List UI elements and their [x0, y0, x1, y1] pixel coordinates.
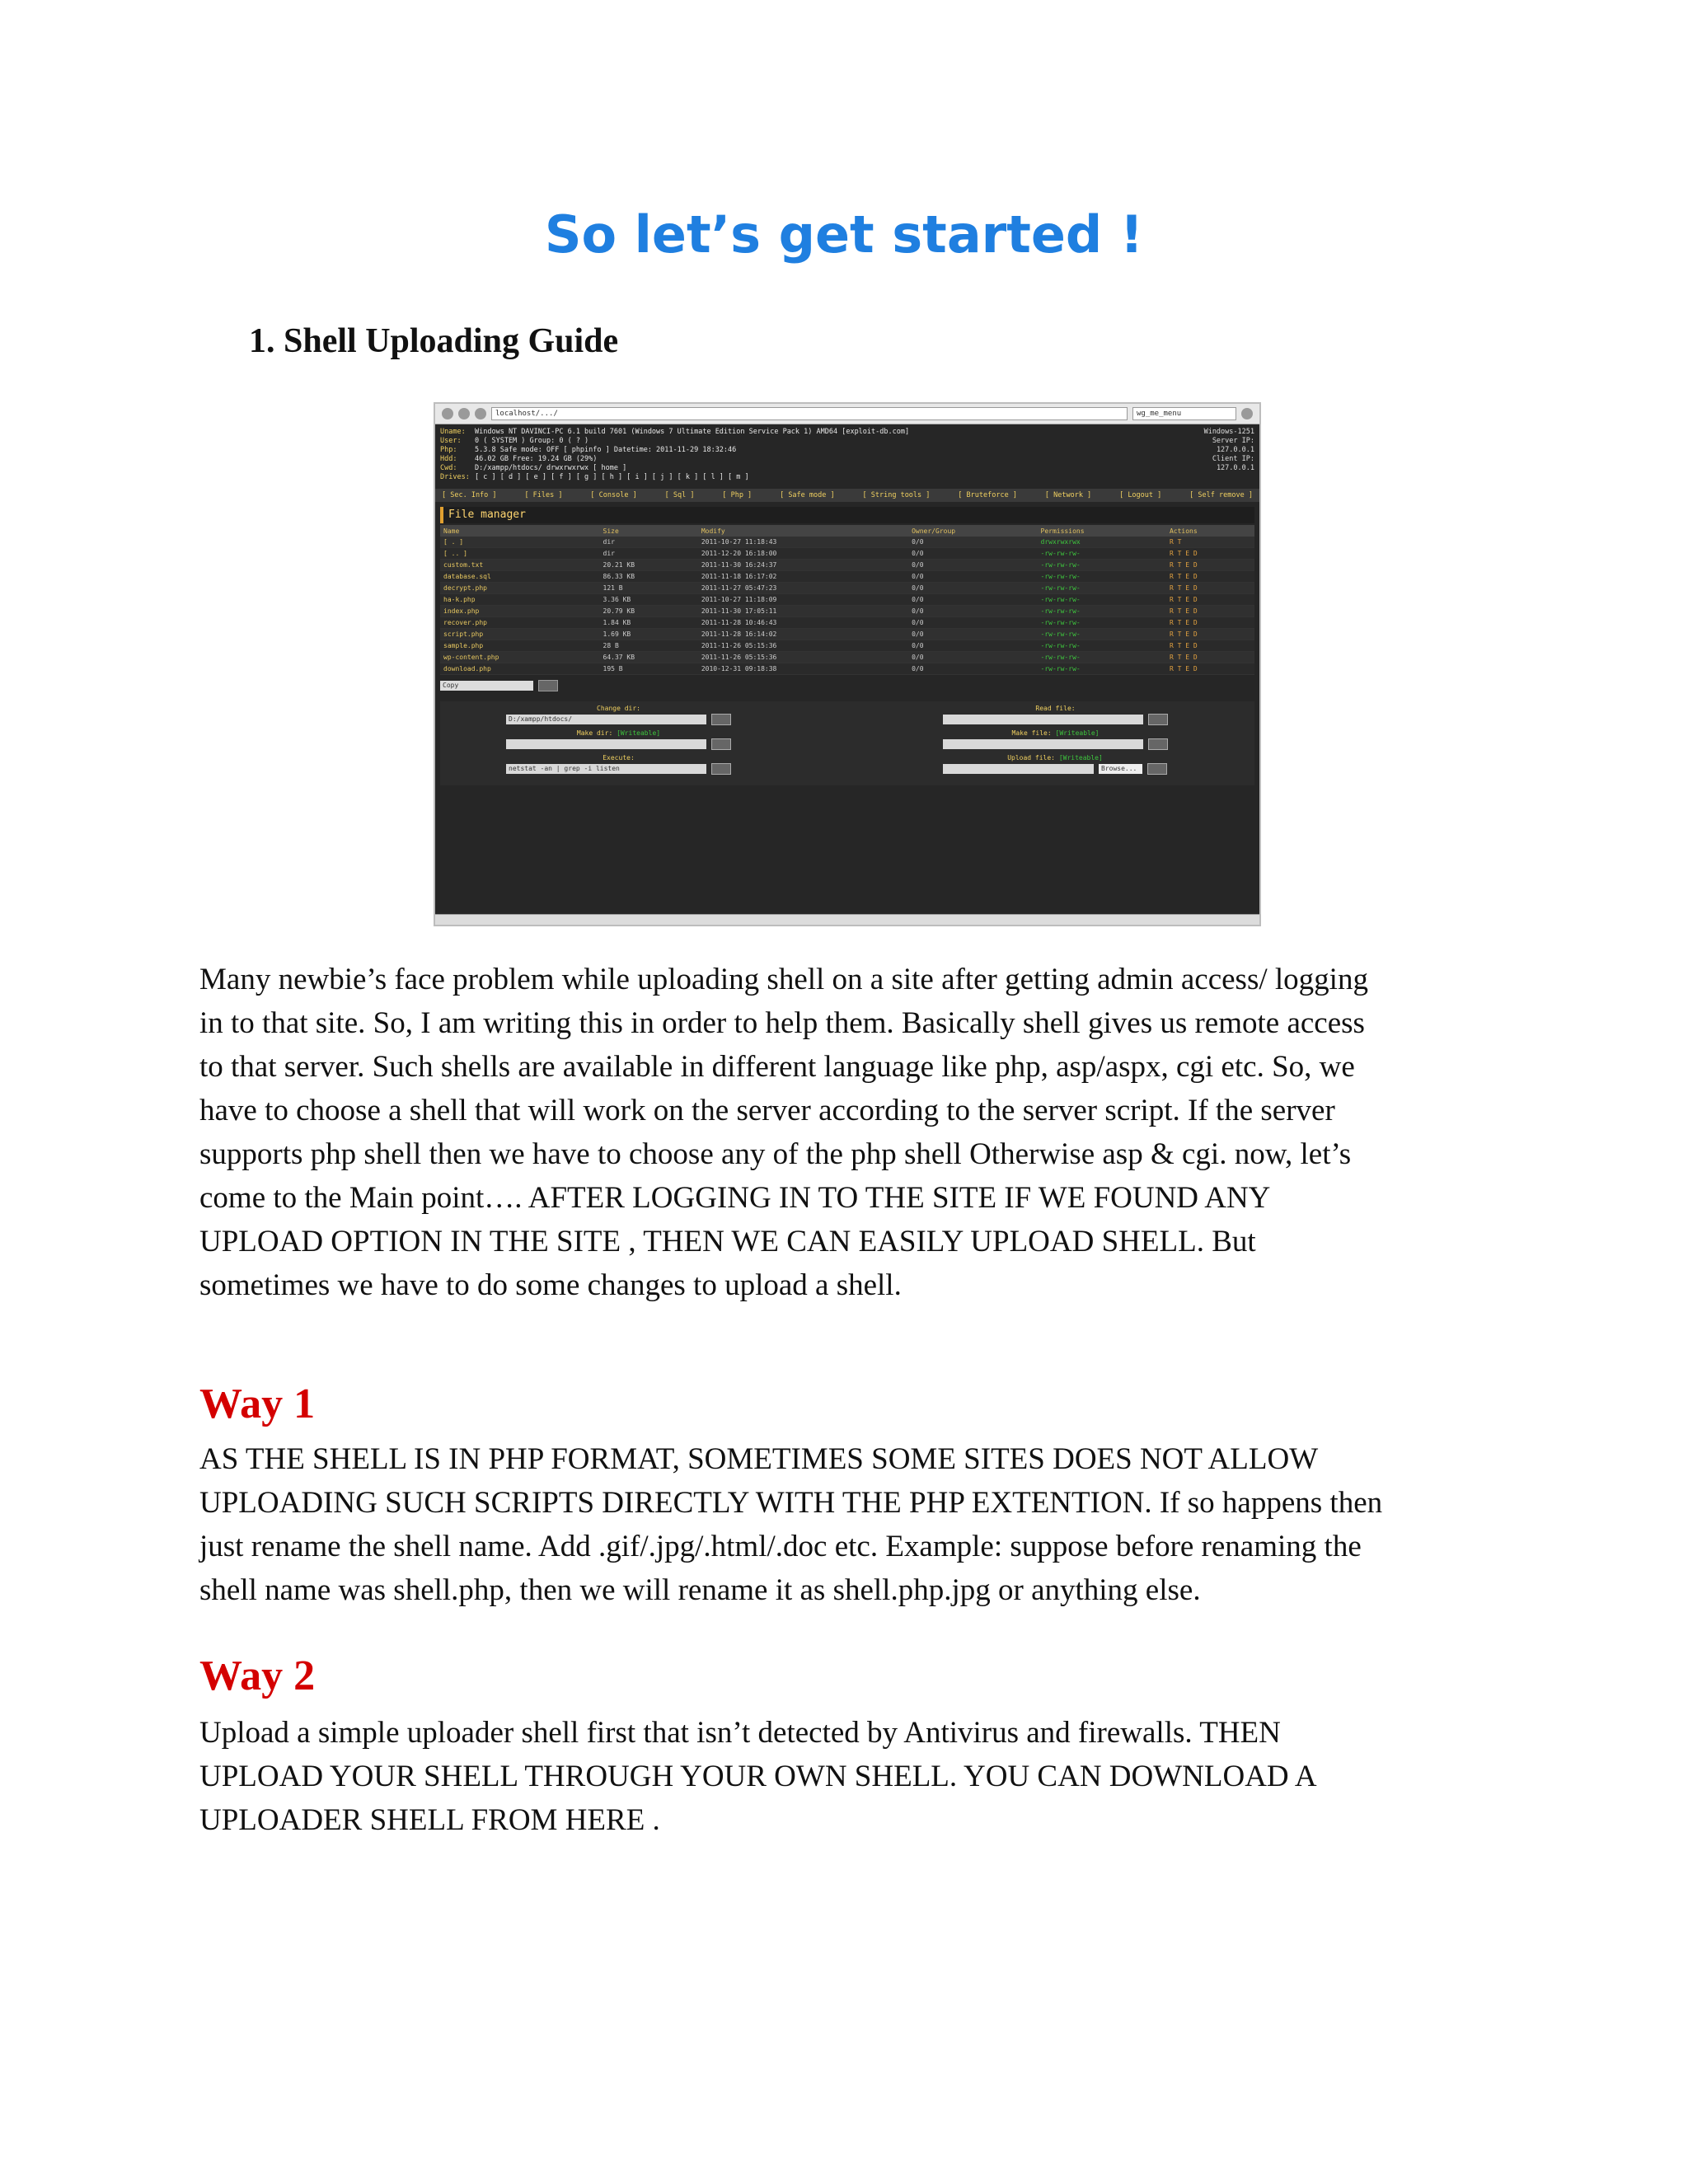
table-cell-size: dir	[600, 537, 698, 548]
table-row	[440, 571, 1254, 583]
table-cell-name: database.sql	[440, 571, 600, 583]
upload-file-form: Upload file: [Writeable] Browse...	[943, 754, 1167, 775]
server-info	[435, 424, 1259, 485]
table-row	[440, 594, 1254, 606]
table-cell-size: 1.69 KB	[600, 629, 698, 640]
table-row	[440, 606, 1254, 617]
table-cell-perm: -rw-rw-rw-	[1038, 571, 1166, 583]
info-right: Windows-1251 Server IP: 127.0.0.1 Client IP: 127.0.0.1	[1203, 428, 1254, 472]
table-cell-modify: 2011-11-30 16:24:37	[698, 560, 908, 571]
menu-icon	[1241, 408, 1253, 419]
table-cell-name: wp-content.php	[440, 652, 600, 663]
text-line: just rename the shell name. Add .gif/.jpg/.html/.doc etc. Example: suppose before renaming the	[199, 1530, 1362, 1563]
table-cell-perm: -rw-rw-rw-	[1038, 583, 1166, 594]
table-cell-actions: R T E D	[1166, 606, 1254, 617]
table-cell-owner: 0/0	[908, 652, 1037, 663]
table-cell-modify: 2011-11-26 05:15:36	[698, 640, 908, 652]
table-cell-name: decrypt.php	[440, 583, 600, 594]
table-cell-actions: R T E D	[1166, 560, 1254, 571]
table-cell-owner: 0/0	[908, 537, 1037, 548]
table-row	[440, 560, 1254, 571]
table-cell-name: index.php	[440, 606, 600, 617]
info-row: Drives: [ c ] [ d ] [ e ] [ f ] [ g ] [ h ] [ i ] [ j ] [ k ] [ l ] [ m ]	[440, 473, 749, 481]
menu-item: [ Console ]	[590, 491, 637, 499]
table-cell-modify: 2011-10-27 11:18:43	[698, 537, 908, 548]
text-line: to that server. Such shells are available in different language like php, asp/aspx, cgi etc. So, we	[199, 1050, 1355, 1084]
table-cell-name: ha-k.php	[440, 594, 600, 606]
table-cell-modify: 2011-11-28 10:46:43	[698, 617, 908, 629]
file-manager-title: File manager	[440, 507, 1254, 523]
table-cell-name: script.php	[440, 629, 600, 640]
text-line: Upload a simple uploader shell first that isn’t detected by Antivirus and firewalls. THEN	[199, 1716, 1281, 1750]
menu-item: [ Sql ]	[664, 491, 695, 499]
table-cell-actions: R T E D	[1166, 640, 1254, 652]
table-cell-size: 20.21 KB	[600, 560, 698, 571]
table-cell-size: dir	[600, 548, 698, 560]
intro-paragraph	[199, 958, 1518, 1307]
table-cell-owner: 0/0	[908, 617, 1037, 629]
table-row	[440, 548, 1254, 560]
home-icon	[475, 408, 486, 419]
table-cell-actions: R T E D	[1166, 629, 1254, 640]
table-cell-modify: 2011-11-27 05:47:23	[698, 583, 908, 594]
table-cell-actions: R T	[1166, 537, 1254, 548]
text-line: UPLOADER SHELL FROM HERE .	[199, 1803, 660, 1837]
text-line: UPLOAD YOUR SHELL THROUGH YOUR OWN SHELL. YOU CAN DOWNLOAD A	[199, 1760, 1317, 1793]
make-dir-form: Make dir: [Writeable]	[506, 729, 731, 750]
table-row	[440, 537, 1254, 548]
table-cell-size: 1.84 KB	[600, 617, 698, 629]
text-line: AS THE SHELL IS IN PHP FORMAT, SOMETIMES SOME SITES DOES NOT ALLOW	[199, 1442, 1319, 1476]
section-heading: 1. Shell Uploading Guide	[249, 322, 619, 360]
table-cell-owner: 0/0	[908, 560, 1037, 571]
way1-paragraph	[199, 1437, 1518, 1612]
table-cell-modify: 2011-11-26 05:15:36	[698, 652, 908, 663]
text-line: in to that site. So, I am writing this in order to help them. Basically shell gives us remote access	[199, 1006, 1365, 1040]
read-file-form: Read file:	[943, 705, 1168, 725]
text-line: Many newbie’s face problem while uploading shell on a site after getting admin access/ logging	[199, 963, 1368, 996]
shell-screenshot	[434, 402, 1261, 926]
table-cell-size: 28 B	[600, 640, 698, 652]
table-cell-owner: 0/0	[908, 571, 1037, 583]
way2-heading: Way 2	[199, 1652, 316, 1699]
table-row	[440, 640, 1254, 652]
way1-heading: Way 1	[199, 1380, 316, 1427]
table-row	[440, 663, 1254, 675]
table-cell-name: [ .. ]	[440, 548, 600, 560]
table-cell-actions: R T E D	[1166, 571, 1254, 583]
forward-icon	[458, 408, 470, 419]
table-cell-perm: -rw-rw-rw-	[1038, 548, 1166, 560]
text-line: UPLOAD OPTION IN THE SITE , THEN WE CAN EASILY UPLOAD SHELL. But	[199, 1225, 1256, 1258]
menu-item: [ Logout ]	[1119, 491, 1162, 499]
menu-item: [ Files ]	[524, 491, 563, 499]
change-dir-form: Change dir: D:/xampp/htdocs/	[506, 705, 731, 725]
table-cell-owner: 0/0	[908, 629, 1037, 640]
text-line: come to the Main point…. AFTER LOGGING IN TO THE SITE IF WE FOUND ANY	[199, 1181, 1271, 1215]
table-cell-size: 64.37 KB	[600, 652, 698, 663]
back-icon	[442, 408, 453, 419]
table-header: Name Size Modify Owner/Group Permissions Actions	[440, 525, 1254, 537]
browser-search: wg_me_menu	[1132, 407, 1236, 420]
table-cell-name: recover.php	[440, 617, 600, 629]
table-cell-modify: 2011-11-18 16:17:02	[698, 571, 908, 583]
menu-item: [ Self remove ]	[1189, 491, 1253, 499]
shell-forms	[440, 701, 1254, 785]
table-cell-owner: 0/0	[908, 663, 1037, 675]
table-cell-owner: 0/0	[908, 583, 1037, 594]
table-cell-modify: 2011-12-20 16:18:00	[698, 548, 908, 560]
table-cell-size: 20.79 KB	[600, 606, 698, 617]
make-file-form: Make file: [Writeable]	[943, 729, 1168, 750]
table-cell-perm: -rw-rw-rw-	[1038, 640, 1166, 652]
menu-item: [ Bruteforce ]	[958, 491, 1017, 499]
table-cell-actions: R T E D	[1166, 548, 1254, 560]
table-row	[440, 617, 1254, 629]
table-cell-perm: -rw-rw-rw-	[1038, 652, 1166, 663]
table-cell-perm: -rw-rw-rw-	[1038, 606, 1166, 617]
execute-form: Execute: netstat -an | grep -i listen	[506, 754, 731, 775]
horizontal-scrollbar	[435, 914, 1259, 925]
table-cell-owner: 0/0	[908, 594, 1037, 606]
table-cell-owner: 0/0	[908, 548, 1037, 560]
table-row	[440, 629, 1254, 640]
table-cell-perm: -rw-rw-rw-	[1038, 594, 1166, 606]
table-cell-modify: 2011-11-28 16:14:02	[698, 629, 908, 640]
table-cell-size: 3.36 KB	[600, 594, 698, 606]
text-line: have to choose a shell that will work on the server according to the server script. If the server	[199, 1094, 1335, 1127]
table-cell-perm: drwxrwxrwx	[1038, 537, 1166, 548]
table-cell-actions: R T E D	[1166, 652, 1254, 663]
menu-item: [ Network ]	[1044, 491, 1092, 499]
table-cell-actions: R T E D	[1166, 617, 1254, 629]
table-cell-size: 195 B	[600, 663, 698, 675]
table-cell-name: custom.txt	[440, 560, 600, 571]
address-bar: localhost/.../	[491, 407, 1128, 420]
table-row	[440, 583, 1254, 594]
table-cell-perm: -rw-rw-rw-	[1038, 617, 1166, 629]
browser-toolbar	[435, 404, 1259, 424]
text-line: supports php shell then we have to choose any of the php shell Otherwise asp & cgi. now, let’s	[199, 1137, 1352, 1171]
info-row: Cwd: D:/xampp/htdocs/ drwxrwxrwx [ home ]	[440, 464, 627, 472]
table-cell-modify: 2011-11-30 17:05:11	[698, 606, 908, 617]
menu-item: [ Php ]	[722, 491, 753, 499]
text-line: shell name was shell.php, then we will rename it as shell.php.jpg or anything else.	[199, 1573, 1201, 1607]
table-cell-owner: 0/0	[908, 606, 1037, 617]
info-row: Hdd: 46.02 GB Free: 19.24 GB (29%)	[440, 455, 598, 463]
file-table	[440, 525, 1254, 675]
info-row: User: 0 ( SYSTEM ) Group: 0 ( ? )	[440, 437, 589, 445]
table-cell-actions: R T E D	[1166, 594, 1254, 606]
table-cell-actions: R T E D	[1166, 583, 1254, 594]
action-go-button	[538, 680, 558, 691]
text-line: sometimes we have to do some changes to upload a shell.	[199, 1268, 902, 1302]
table-row	[440, 652, 1254, 663]
table-cell-owner: 0/0	[908, 640, 1037, 652]
table-cell-modify: 2010-12-31 09:18:38	[698, 663, 908, 675]
table-cell-size: 86.33 KB	[600, 571, 698, 583]
menu-item: [ String tools ]	[862, 491, 931, 499]
file-action-bar	[440, 678, 1254, 693]
text-line: UPLOADING SUCH SCRIPTS DIRECTLY WITH THE PHP EXTENTION. If so happens then	[199, 1486, 1383, 1520]
table-cell-actions: R T E D	[1166, 663, 1254, 675]
page-title: So let’s get started !	[544, 204, 1144, 265]
table-cell-name: [ . ]	[440, 537, 600, 548]
menu-item: [ Sec. Info ]	[442, 491, 497, 499]
table-cell-name: sample.php	[440, 640, 600, 652]
way2-paragraph	[199, 1711, 1518, 1842]
table-cell-perm: -rw-rw-rw-	[1038, 663, 1166, 675]
table-cell-size: 121 B	[600, 583, 698, 594]
menu-item: [ Safe mode ]	[780, 491, 835, 499]
action-select: Copy	[440, 681, 533, 691]
info-row: Php: 5.3.8 Safe mode: OFF [ phpinfo ] Datetime: 2011-11-29 18:32:46	[440, 446, 737, 454]
table-cell-perm: -rw-rw-rw-	[1038, 629, 1166, 640]
table-cell-perm: -rw-rw-rw-	[1038, 560, 1166, 571]
shell-menu	[435, 489, 1259, 502]
table-cell-modify: 2011-10-27 11:18:09	[698, 594, 908, 606]
table-cell-name: download.php	[440, 663, 600, 675]
info-row: Uname: Windows NT DAVINCI-PC 6.1 build 7601 (Windows 7 Ultimate Edition Service Pack 1) AMD64 [exploit-db.com]	[440, 428, 910, 436]
